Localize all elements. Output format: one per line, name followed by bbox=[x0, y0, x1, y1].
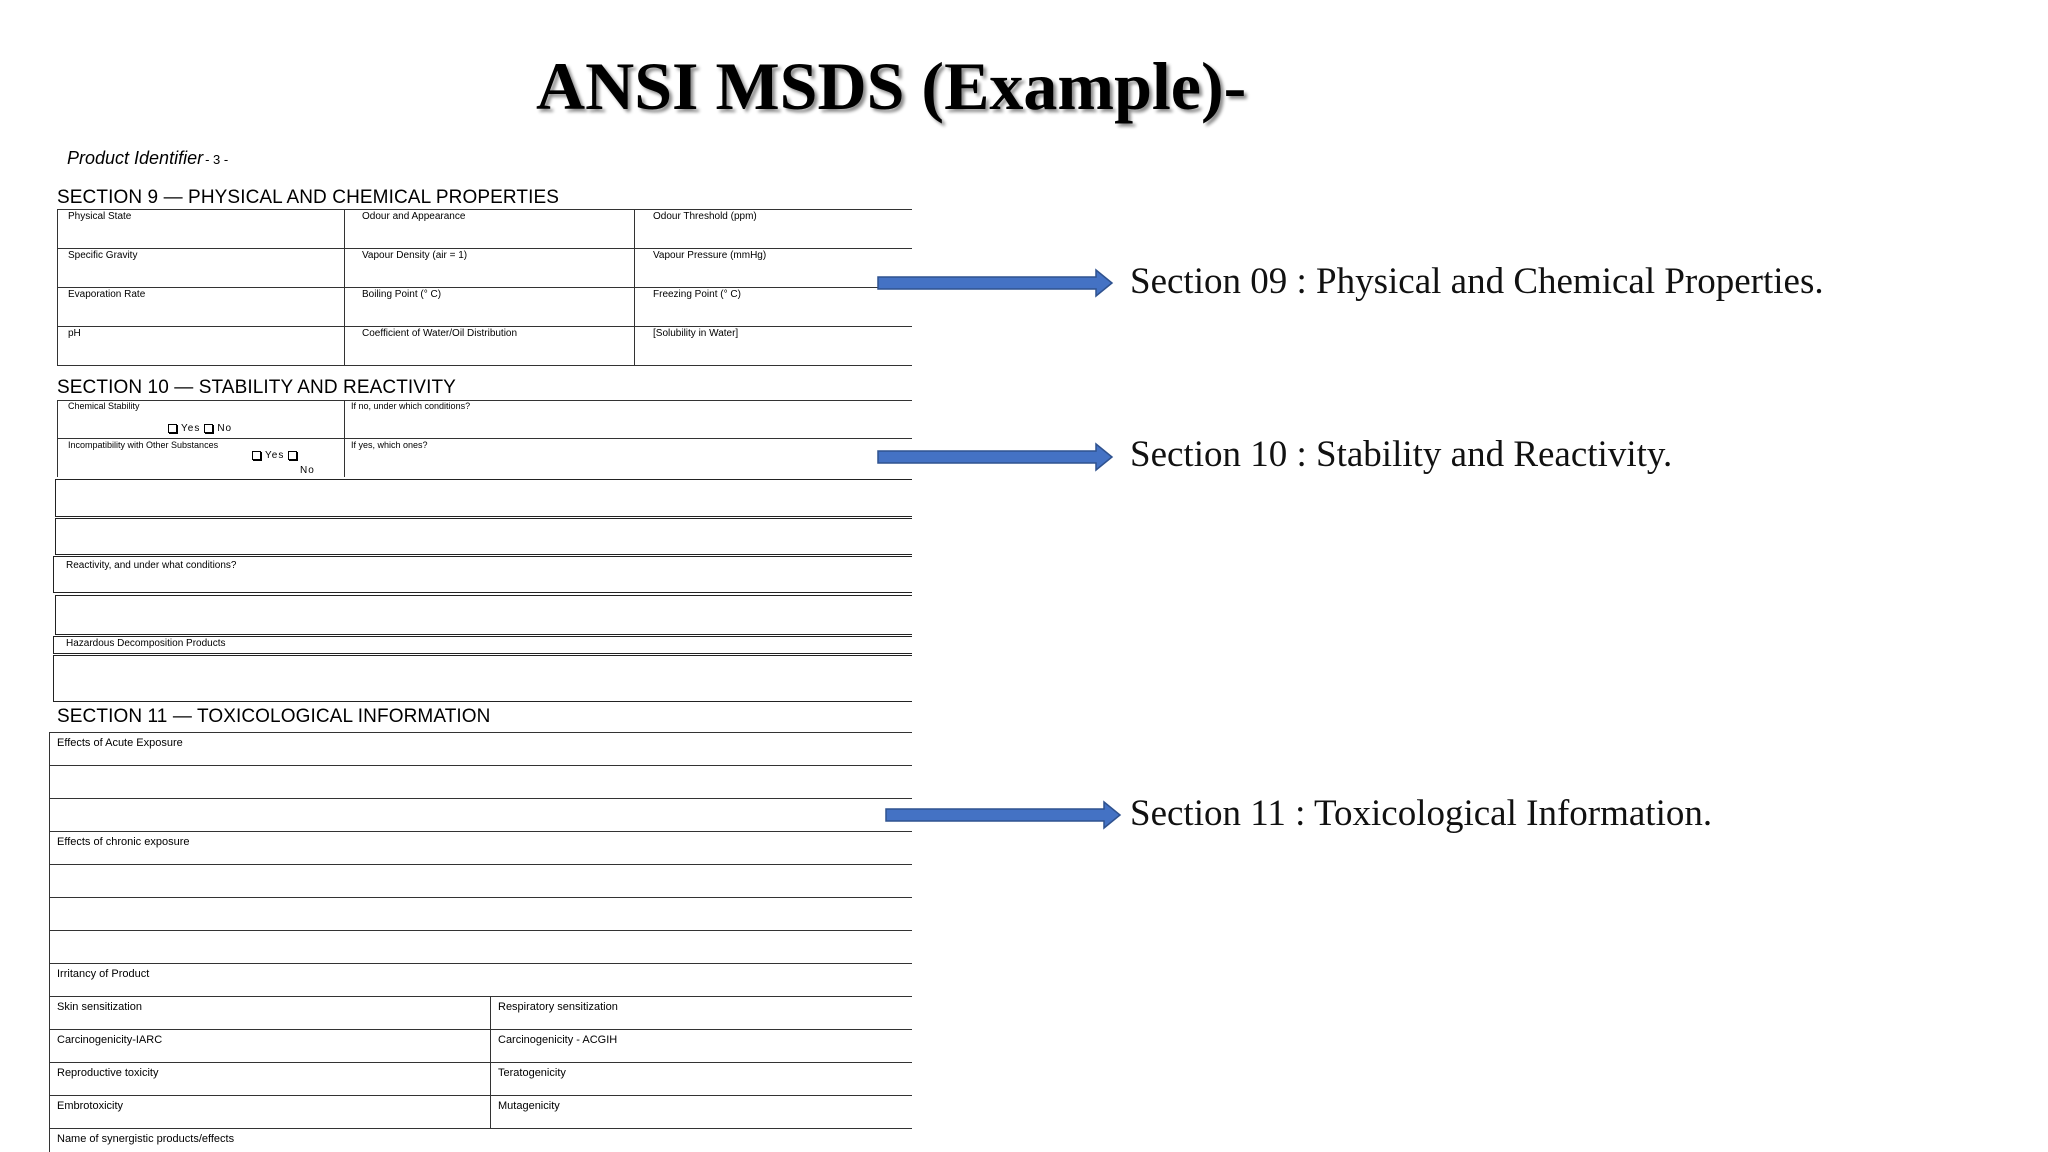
section11-heading: SECTION 11 — TOXICOLOGICAL INFORMATION bbox=[57, 706, 491, 727]
annotation-section-09: Section 09 : Physical and Chemical Properties. bbox=[1130, 261, 1824, 302]
s10-incompat-yes: Yes bbox=[248, 450, 301, 461]
s9-vapour-density: Vapour Density (air = 1) bbox=[362, 250, 468, 261]
checkbox-icon bbox=[168, 424, 177, 433]
arrow-right-icon bbox=[876, 268, 1116, 298]
s11-carcinogenicity-iarc: Carcinogenicity-IARC bbox=[57, 1034, 163, 1046]
s10-blank-box-3 bbox=[55, 595, 912, 635]
s9-coefficient: Coefficient of Water/Oil Distribution bbox=[362, 328, 518, 339]
s10-hazardous-decomposition-box: Hazardous Decomposition Products bbox=[53, 636, 912, 654]
s11-skin-sensitization: Skin sensitization bbox=[57, 1001, 142, 1013]
s10-blank-box-4 bbox=[53, 655, 912, 702]
s11-respiratory-sensitization: Respiratory sensitization bbox=[498, 1001, 618, 1013]
s10-blank-box-2 bbox=[55, 518, 912, 555]
s9-physical-state: Physical State bbox=[68, 211, 132, 222]
page-marker: - 3 - bbox=[205, 152, 229, 167]
s10-if-no: If no, under which conditions? bbox=[351, 401, 471, 411]
s9-solubility: [Solubility in Water] bbox=[653, 328, 739, 339]
s9-ph: pH bbox=[68, 328, 81, 339]
s9-odour-appearance: Odour and Appearance bbox=[362, 211, 466, 222]
checkbox-icon bbox=[252, 451, 261, 460]
s9-vapour-pressure: Vapour Pressure (mmHg) bbox=[653, 250, 767, 261]
s9-freezing-point: Freezing Point (° C) bbox=[653, 289, 741, 300]
s11-mutagenicity: Mutagenicity bbox=[498, 1100, 560, 1112]
s11-synergistic-products: Name of synergistic products/effects bbox=[57, 1133, 235, 1145]
section9-heading: SECTION 9 — PHYSICAL AND CHEMICAL PROPERTIES bbox=[57, 187, 560, 208]
s9-odour-threshold: Odour Threshold (ppm) bbox=[653, 211, 757, 222]
section10-heading: SECTION 10 — STABILITY AND REACTIVITY bbox=[57, 377, 456, 398]
s11-chronic-exposure: Effects of chronic exposure bbox=[57, 836, 190, 848]
s9-evaporation-rate: Evaporation Rate bbox=[68, 289, 146, 300]
annotation-section-11: Section 11 : Toxicological Information. bbox=[1130, 793, 1713, 834]
s10-blank-box-1 bbox=[55, 479, 912, 517]
checkbox-icon bbox=[204, 424, 213, 433]
s10-chemical-stability: Chemical Stability bbox=[68, 401, 140, 411]
checkbox-icon bbox=[288, 451, 297, 460]
product-identifier: Product Identifier - 3 - bbox=[67, 148, 229, 168]
s11-carcinogenicity-acgih: Carcinogenicity - ACGIH bbox=[498, 1034, 618, 1046]
arrow-right-icon bbox=[876, 442, 1116, 472]
s10-incompat-no: No bbox=[300, 465, 315, 476]
s11-irritancy: Irritancy of Product bbox=[57, 968, 150, 980]
s10-stability-yes-no: Yes No bbox=[164, 423, 232, 434]
s11-reproductive-toxicity: Reproductive toxicity bbox=[57, 1067, 159, 1079]
msds-form-image bbox=[0, 0, 912, 1152]
s10-if-yes: If yes, which ones? bbox=[351, 440, 428, 450]
slide-title: ANSI MSDS (Example)- bbox=[536, 48, 1247, 124]
s11-acute-exposure: Effects of Acute Exposure bbox=[57, 737, 183, 749]
s10-incompatibility: Incompatibility with Other Substances bbox=[68, 440, 219, 450]
arrow-right-icon bbox=[884, 800, 1124, 830]
s11-embrotoxicity: Embrotoxicity bbox=[57, 1100, 124, 1112]
s10-reactivity-box: Reactivity, and under what conditions? bbox=[53, 556, 912, 593]
s9-specific-gravity: Specific Gravity bbox=[68, 250, 138, 261]
annotation-section-10: Section 10 : Stability and Reactivity. bbox=[1130, 434, 1673, 475]
s11-teratogenicity: Teratogenicity bbox=[498, 1067, 566, 1079]
s9-boiling-point: Boiling Point (° C) bbox=[362, 289, 442, 300]
